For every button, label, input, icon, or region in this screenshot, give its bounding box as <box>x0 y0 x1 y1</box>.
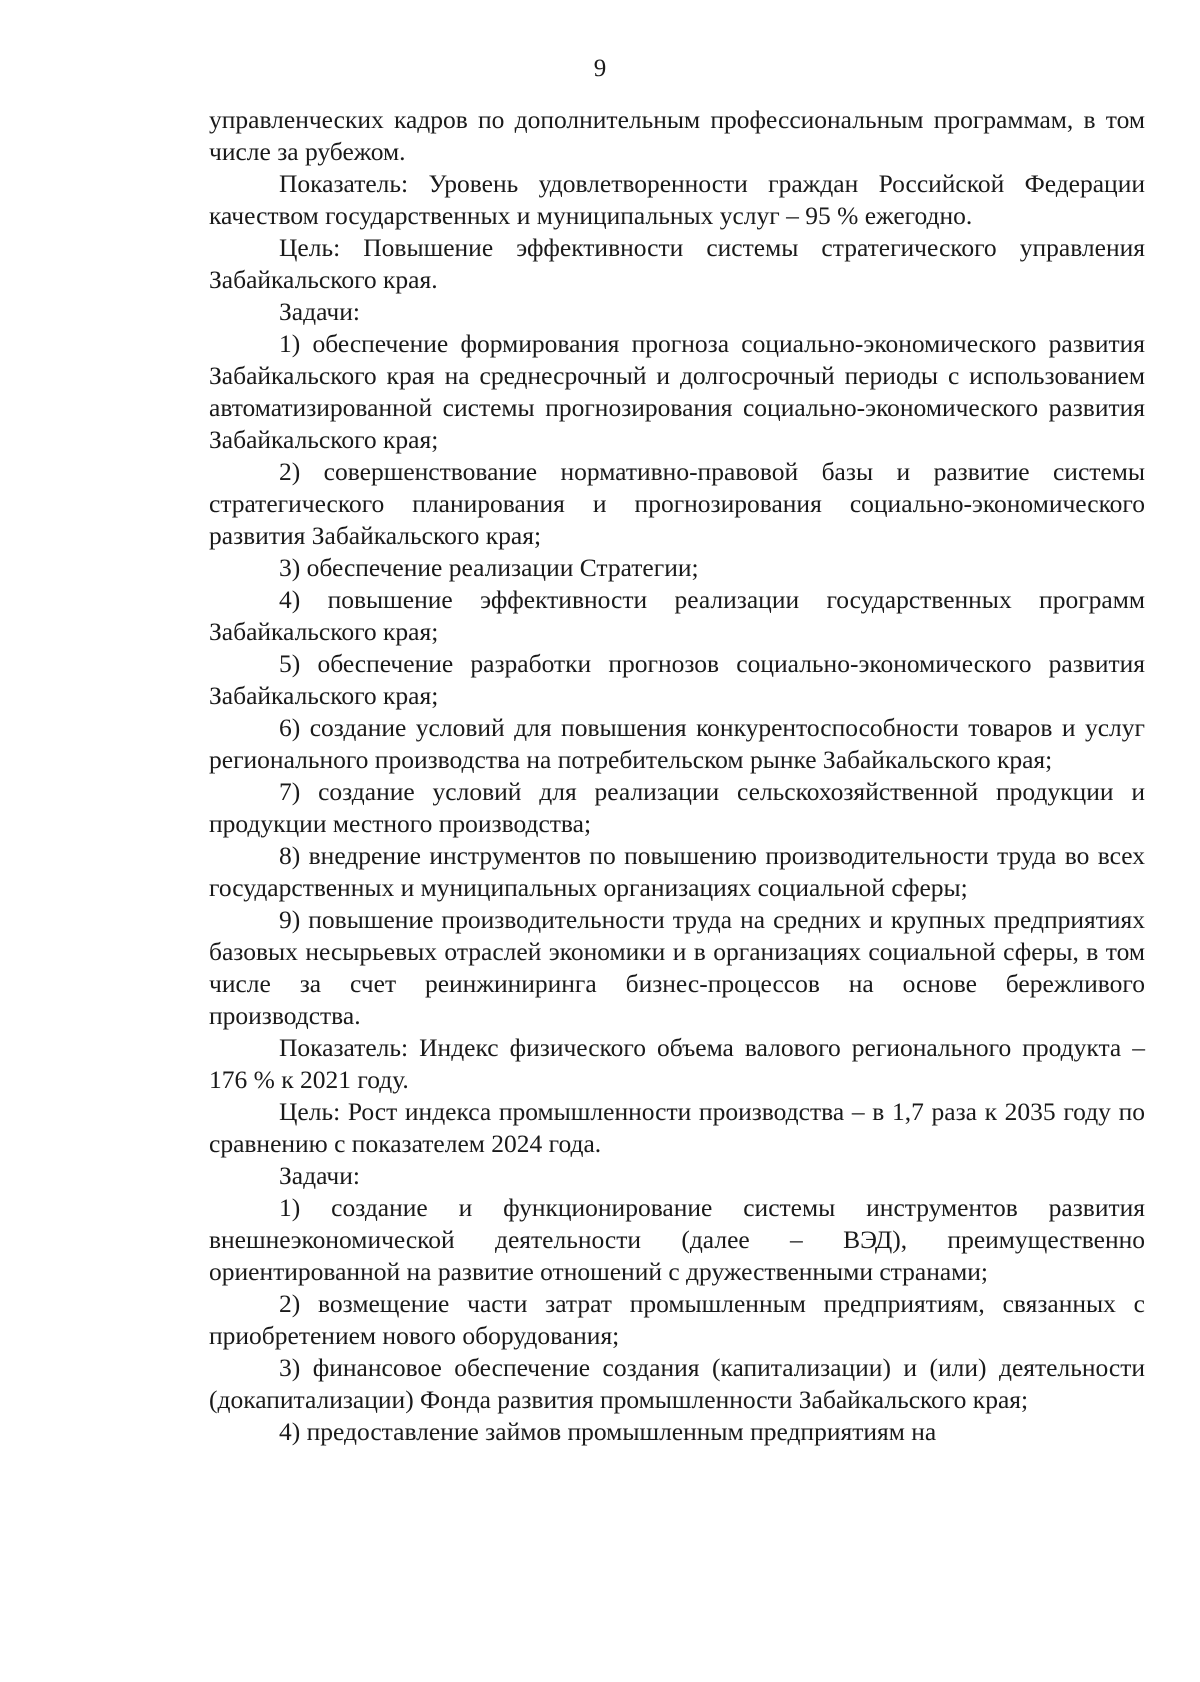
paragraph-task-item: 4) предоставление займов промышленным предприятиям на <box>279 1417 937 1446</box>
paragraph-tasks-heading: Задачи: <box>279 1161 360 1190</box>
paragraph-task-item: 8) внедрение инструментов по повышению производительности труда во всех государственных и муниципальных организациях социальной сферы; <box>209 841 1145 902</box>
paragraph-indicator: Показатель: Уровень удовлетворенности граждан Российской Федерации качеством государственных и муниципальных услуг – 95 % ежегодно. <box>209 169 1145 230</box>
paragraph-task-item: 9) повышение производительности труда на средних и крупных предприятиях базовых несырьевых отраслей экономики и в организациях социальной сферы, в том числе за счет реинжиниринга бизнес-процессов на основе бережливого производства. <box>209 905 1145 1030</box>
paragraph-task-item: 3) обеспечение реализации Стратегии; <box>279 553 699 582</box>
paragraph-task-item: 2) совершенствование нормативно-правовой базы и развитие системы стратегического планирования и прогнозирования социально-экономического развития Забайкальского края; <box>209 457 1145 550</box>
page-number: 9 <box>593 55 607 82</box>
paragraph-tasks-heading: Задачи: <box>279 297 360 326</box>
paragraph-task-item: 3) финансовое обеспечение создания (капитализации) и (или) деятельности (докапитализации) Фонда развития промышленности Забайкальского края; <box>209 1353 1145 1414</box>
paragraph-task-item: 2) возмещение части затрат промышленным предприятиям, связанных с приобретением нового оборудования; <box>209 1289 1145 1350</box>
paragraph-task-item: 5) обеспечение разработки прогнозов социально-экономического развития Забайкальского края; <box>209 649 1145 710</box>
paragraph-indicator: Показатель: Индекс физического объема валового регионального продукта – 176 % к 2021 году. <box>209 1033 1145 1094</box>
paragraph-continuation: управленческих кадров по дополнительным профессиональным программам, в том числе за рубежом. <box>209 105 1145 166</box>
paragraph-goal: Цель: Повышение эффективности системы стратегического управления Забайкальского края. <box>209 233 1145 294</box>
paragraph-task-item: 7) создание условий для реализации сельскохозяйственной продукции и продукции местного производства; <box>209 777 1145 838</box>
paragraph-task-item: 1) обеспечение формирования прогноза социально-экономического развития Забайкальского края на среднесрочный и долгосрочный периоды с использованием автоматизированной системы прогнозирования социально-экономического развития Забайкальского края; <box>209 329 1145 454</box>
document-body <box>209 104 1145 1448</box>
paragraph-task-item: 1) создание и функционирование системы инструментов развития внешнеэкономической деятельности (далее – ВЭД), преимущественно ориентированной на развитие отношений с дружественными странами; <box>209 1193 1145 1286</box>
paragraph-task-item: 4) повышение эффективности реализации государственных программ Забайкальского края; <box>209 585 1145 646</box>
paragraph-task-item: 6) создание условий для повышения конкурентоспособности товаров и услуг регионального производства на потребительском рынке Забайкальского края; <box>209 713 1145 774</box>
paragraph-goal: Цель: Рост индекса промышленности производства – в 1,7 раза к 2035 году по сравнению с показателем 2024 года. <box>209 1097 1145 1158</box>
